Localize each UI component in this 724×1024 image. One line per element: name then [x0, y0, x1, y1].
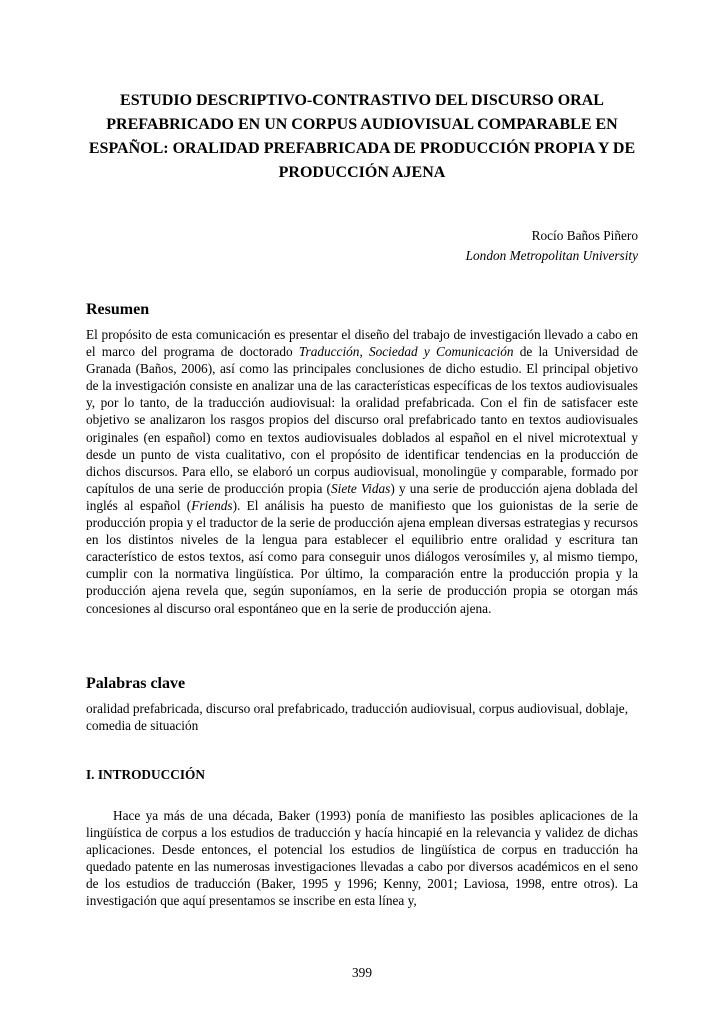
author-block — [238, 226, 638, 266]
paper-title: ESTUDIO DESCRIPTIVO-CONTRASTIVO DEL DISCURSO ORAL PREFABRICADO EN UN CORPUS AUDIOVISUAL COMPARABLE EN ESPAÑOL: ORALIDAD PREFABRICADA DE PRODUCCIÓN PROPIA Y DE PRODUCCIÓN AJENA — [88, 92, 636, 181]
author-name: Rocío Baños Piñero — [531, 228, 638, 243]
keywords-text: oralidad prefabricada, discurso oral prefabricado, traducción audiovisual, corpus audiovisual, doblaje, comedia de situación — [86, 701, 629, 734]
abstract-part-1: El propósito de esta comunicación es presentar el diseño del trabajo de investigación llevado a cabo en el marco del programa de doctorado — [86, 327, 638, 360]
abstract-part-3: ) y una serie de producción ajena doblada del inglés al español ( — [86, 480, 639, 513]
introduction-text: Hace ya más de una década, Baker (1993) ponía de manifiesto las posibles aplicaciones de la lingüística de corpus a los estudios de traducción y hacía hincapié en la relevancia y validez de dichas aplicaciones. Desde entonces, el potencial los estudios de lingüística de corpus en traducción ha quedado patente en las numerosas investigaciones llevadas a cabo por diversos académicos en el seno de los estudios de traducción (Baker, 1995 y 1996; Kenny, 2001; Laviosa, 1998, entre otros). La investigación que aquí presentamos se inscribe en esta línea y, — [86, 808, 638, 909]
page-number: 399 — [352, 965, 372, 980]
abstract-part-4: ). El análisis ha puesto de manifiesto que los guionistas de la serie de producción propia y el traductor de la serie de producción ajena emplean diversas estrategias y recursos en los distintos niveles de la lengua para establecer el equilibrio entre oralidad y escritura tan característico de estos textos, así como para conseguir unos diálogos verosímiles y, al mismo tiempo, cumplir con la normativa lingüística. Por último, la comparación entre la producción propia y la producción ajena revela que, según suponíamos, en la serie de producción propia se otorgan más concesiones al discurso oral espontáneo que en la serie de producción ajena. — [86, 497, 638, 616]
abstract-text — [86, 326, 638, 617]
keywords-heading: Palabras clave — [86, 675, 186, 692]
series-own-name: Siete Vidas — [330, 480, 391, 496]
abstract-heading: Resumen — [86, 301, 150, 318]
abstract-part-2: de la Universidad de Granada (Baños, 2006), así como las principales conclusiones de dicho estudio. El principal objetivo de la investigación consiste en analizar una de las características específicas de los textos audiovisuales y, por lo tanto, de la traducción audiovisual: la oralidad prefabricada. Con el fin de satisfacer este objetivo se analizaron los rasgos propios del discurso oral prefabricado tanto en textos audiovisuales originales (en español) como en textos audiovisuales doblados al español en el nivel microtextual y desde un punto de vista cualitativo, con el propósito de identificar tendencias en la producción de dichos discursos. Para ello, se elaboró un corpus audiovisual, monolingüe y comparable, formado por capítulos de una serie de producción propia ( — [86, 344, 638, 496]
author-affiliation: London Metropolitan University — [465, 248, 638, 263]
section-heading: I. INTRODUCCIÓN — [86, 767, 205, 782]
series-foreign-name: Friends — [191, 497, 233, 513]
program-name: Traducción, Sociedad y Comunicación — [298, 344, 514, 360]
